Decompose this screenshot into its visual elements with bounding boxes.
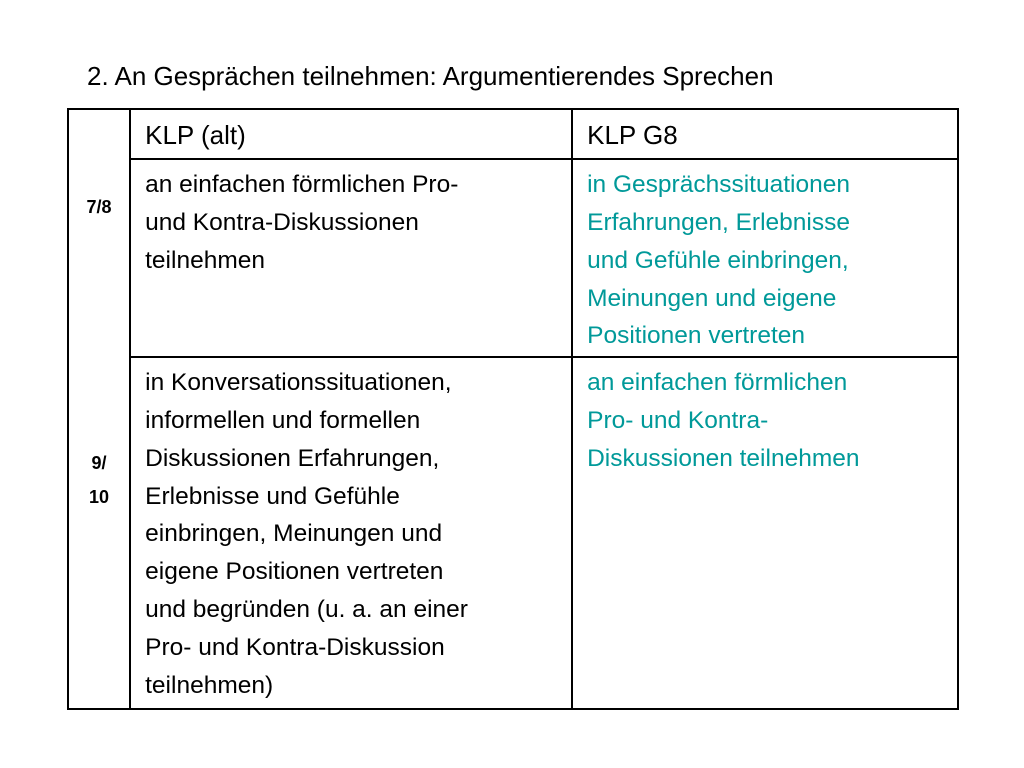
grade-column-cell	[68, 109, 130, 709]
text-line: Erfahrungen, Erlebnisse	[587, 209, 850, 237]
text-line: Diskussionen Erfahrungen,	[145, 444, 440, 472]
cell-alt-7-8-text	[131, 160, 571, 279]
text-line: teilnehmen)	[145, 671, 274, 699]
text-line: an einfachen förmlichen	[587, 369, 848, 397]
table-header-row	[68, 109, 958, 159]
cell-g8-9-10	[572, 357, 958, 709]
text-line: und Gefühle einbringen,	[587, 246, 849, 274]
text-line: Pro- und Kontra-	[587, 407, 769, 435]
cell-alt-9-10	[130, 357, 572, 709]
comparison-table	[67, 108, 959, 710]
cell-alt-9-10-text	[131, 358, 571, 704]
text-line: Diskussionen teilnehmen	[587, 444, 860, 472]
text-line: und Kontra-Diskussionen	[145, 209, 419, 237]
header-klp-alt-text: KLP (alt)	[145, 120, 246, 150]
table-row	[68, 357, 958, 709]
grade-label-9-10-line1: 9/	[91, 453, 107, 473]
text-line: und begründen (u. a. an einer	[145, 596, 468, 623]
text-line: in Konversationssituationen,	[145, 369, 452, 397]
text-line: Positionen vertreten	[587, 322, 806, 350]
header-klp-g8-text: KLP G8	[587, 120, 678, 150]
grade-label-7-8: 7/8	[86, 197, 112, 217]
text-line: Pro- und Kontra-Diskussion	[145, 633, 445, 661]
text-line: teilnehmen	[145, 246, 265, 274]
text-line: Meinungen und eigene	[587, 284, 837, 312]
text-line: in Gesprächssituationen	[587, 171, 850, 199]
header-klp-g8	[572, 109, 958, 159]
cell-g8-9-10-text	[573, 358, 957, 477]
slide-title: 2. An Gesprächen teilnehmen: Argumentierendes Sprechen	[87, 61, 774, 91]
grade-label-9-10-line2: 10	[89, 487, 110, 507]
table-row	[68, 159, 958, 357]
cell-g8-7-8	[572, 159, 958, 357]
cell-alt-7-8	[130, 159, 572, 357]
text-line: informellen und formellen	[145, 407, 421, 435]
grade-label-9-10	[69, 446, 129, 514]
text-line: einbringen, Meinungen und	[145, 520, 443, 548]
text-line: eigene Positionen vertreten	[145, 558, 444, 586]
cell-g8-7-8-text	[573, 160, 957, 355]
text-line: Erlebnisse und Gefühle	[145, 482, 400, 510]
header-klp-alt	[130, 109, 572, 159]
text-line: an einfachen förmlichen Pro-	[145, 171, 459, 199]
